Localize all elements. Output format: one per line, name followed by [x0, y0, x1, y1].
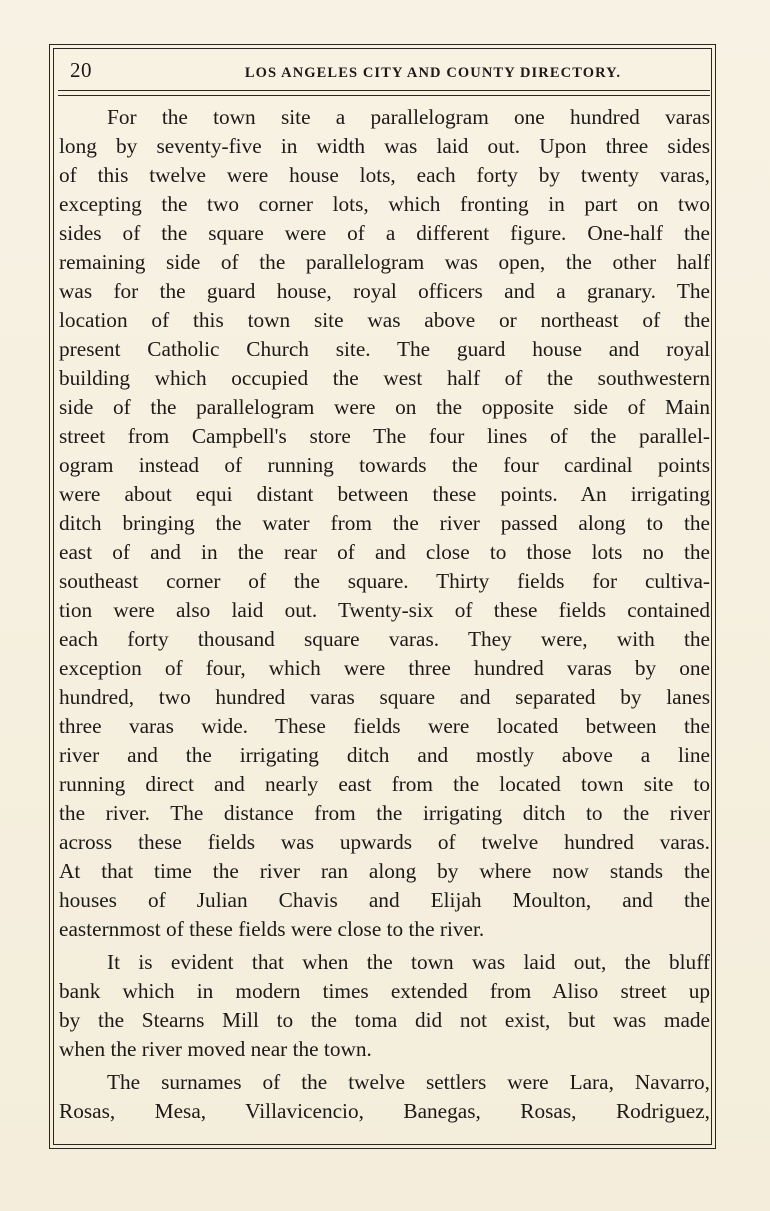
- text-line: It is evident that when the town was laid out, the bluff: [107, 950, 710, 974]
- text-line: easternmost of these fields were close to the river.: [59, 917, 485, 941]
- text-line: For the town site a parallelogram one hundred varas: [107, 105, 710, 129]
- text-line: present Catholic Church site. The guard house and royal: [59, 337, 710, 361]
- text-line: southeast corner of the square. Thirty fields for cultiva-: [59, 569, 710, 593]
- text-line: ogram instead of running towards the four cardinal points: [59, 453, 710, 477]
- text-line: long by seventy-five in width was laid out. Upon three sides: [59, 134, 710, 158]
- paragraph: [59, 1068, 710, 1126]
- text-line: side of the parallelogram were on the opposite side of Main: [59, 395, 710, 419]
- text-line: exception of four, which were three hundred varas by one: [59, 656, 710, 680]
- text-line: were about equi distant between these points. An irrigating: [59, 482, 710, 506]
- text-line: excepting the two corner lots, which fronting in part on two: [59, 192, 710, 216]
- text-line: tion were also laid out. Twenty-six of these fields contained: [59, 598, 710, 622]
- body-text: [59, 103, 710, 1126]
- text-line: of this twelve were house lots, each forty by twenty varas,: [59, 163, 710, 187]
- text-line: The surnames of the twelve settlers were Lara, Navarro,: [107, 1070, 710, 1094]
- text-line: At that time the river ran along by where now stands the: [59, 859, 710, 883]
- text-line: bank which in modern times extended from Aliso street up: [59, 979, 710, 1003]
- running-head: LOS ANGELES CITY AND COUNTY DIRECTORY.: [244, 65, 622, 81]
- text-line: remaining side of the parallelogram was open, the other half: [59, 250, 710, 274]
- header-rule: [58, 95, 710, 96]
- paragraph: [59, 103, 710, 944]
- text-line: river and the irrigating ditch and mostly above a line: [59, 743, 710, 767]
- text-line: was for the guard house, royal officers and a granary. The: [59, 279, 710, 303]
- paragraph: [59, 948, 710, 1064]
- text-line: each forty thousand square varas. They were, with the: [59, 627, 710, 651]
- text-line: the river. The distance from the irrigating ditch to the river: [59, 801, 710, 825]
- text-line: by the Stearns Mill to the toma did not exist, but was made: [59, 1008, 710, 1032]
- page-number: 20: [70, 58, 92, 82]
- text-line: hundred, two hundred varas square and separated by lanes: [59, 685, 710, 709]
- text-line: location of this town site was above or northeast of the: [59, 308, 710, 332]
- header-rule: [58, 90, 710, 91]
- text-line: Rosas, Mesa, Villavicencio, Banegas, Rosas, Rodriguez,: [59, 1099, 710, 1123]
- text-line: running direct and nearly east from the located town site to: [59, 772, 710, 796]
- text-line: building which occupied the west half of the southwestern: [59, 366, 710, 390]
- text-line: east of and in the rear of and close to those lots no the: [59, 540, 710, 564]
- text-line: ditch bringing the water from the river passed along to the: [59, 511, 710, 535]
- text-line: three varas wide. These fields were located between the: [59, 714, 710, 738]
- text-line: houses of Julian Chavis and Elijah Moulton, and the: [59, 888, 710, 912]
- page-header: [58, 58, 708, 88]
- text-line: sides of the square were of a different figure. One-half the: [59, 221, 710, 245]
- text-line: street from Campbell's store The four lines of the parallel-: [59, 424, 710, 448]
- text-line: when the river moved near the town.: [59, 1037, 372, 1061]
- text-line: across these fields was upwards of twelve hundred varas.: [59, 830, 710, 854]
